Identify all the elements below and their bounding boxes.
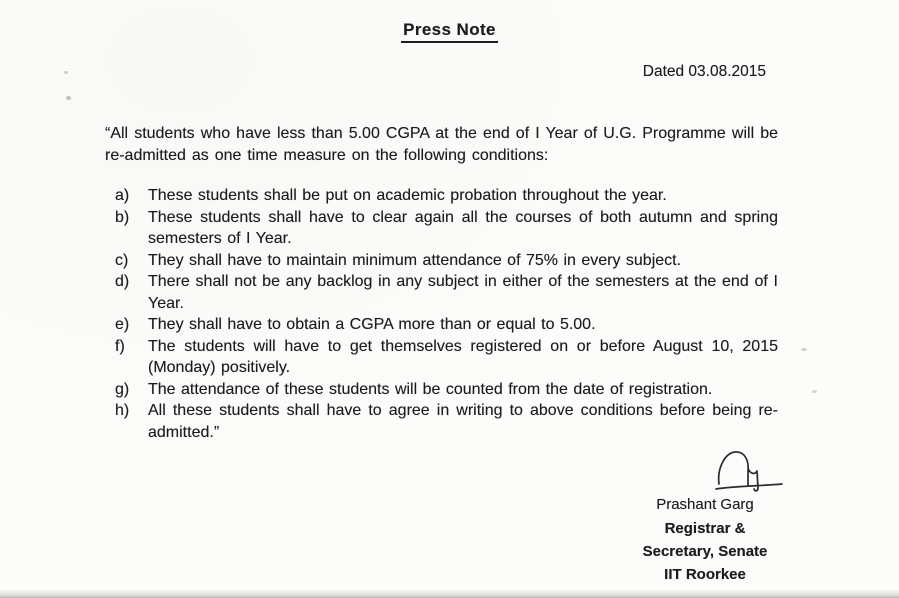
intro-paragraph: “All students who have less than 5.00 CGPA at the end of I Year of U.G. Programme will be re-admitted as one time measure on the following conditions:	[105, 125, 778, 164]
condition-text: There shall not be any backlog in any subject in either of the semesters at the end of I Year.	[148, 273, 778, 312]
condition-label: h)	[115, 402, 130, 419]
date-line: Dated 03.08.2015	[642, 63, 766, 80]
signatory-role-institute: IIT Roorkee	[664, 566, 746, 583]
scan-speck	[801, 348, 807, 351]
signatory-role-secretary: Secretary, Senate	[642, 543, 768, 560]
signature-scribble-icon	[713, 448, 785, 494]
scan-bottom-edge-shadow	[0, 589, 899, 598]
condition-text: These students shall be put on academic probation throughout the year.	[148, 187, 667, 204]
condition-text: The students will have to get themselves registered on or before August 10, 2015 (Monday) positively.	[148, 337, 778, 376]
condition-item	[105, 250, 778, 272]
condition-text: All these students shall have to agree in writing to above conditions before being re-admitted.”	[148, 402, 778, 441]
condition-item	[105, 185, 778, 207]
scan-speck	[64, 71, 68, 74]
condition-item	[105, 336, 778, 379]
condition-text: These students shall have to clear again all the courses of both autumn and spring semesters of I Year.	[148, 208, 778, 247]
document-title	[0, 20, 899, 40]
condition-item	[105, 271, 778, 314]
condition-item	[105, 400, 778, 443]
condition-text: They shall have to maintain minimum attendance of 75% in every subject.	[148, 251, 682, 269]
condition-label: e)	[115, 316, 130, 333]
scan-speck	[66, 96, 71, 100]
conditions-list	[105, 185, 778, 443]
condition-label: c)	[115, 251, 129, 269]
document-title-text: Press Note	[401, 20, 498, 43]
signature-block	[615, 448, 795, 586]
condition-label: d)	[115, 273, 130, 290]
condition-label: b)	[115, 208, 130, 226]
signatory-name: Prashant Garg	[656, 496, 754, 513]
condition-label: f)	[115, 337, 125, 355]
document-body	[105, 123, 778, 443]
condition-item	[105, 379, 778, 401]
condition-item	[105, 314, 778, 336]
condition-label: a)	[115, 187, 130, 204]
condition-text: The attendance of these students will be counted from the date of registration.	[148, 380, 713, 398]
signatory-role-registrar: Registrar &	[664, 520, 746, 537]
condition-item	[105, 207, 778, 250]
scan-speck	[812, 390, 817, 393]
condition-label: g)	[115, 380, 130, 398]
condition-text: They shall have to obtain a CGPA more than or equal to 5.00.	[148, 316, 596, 333]
